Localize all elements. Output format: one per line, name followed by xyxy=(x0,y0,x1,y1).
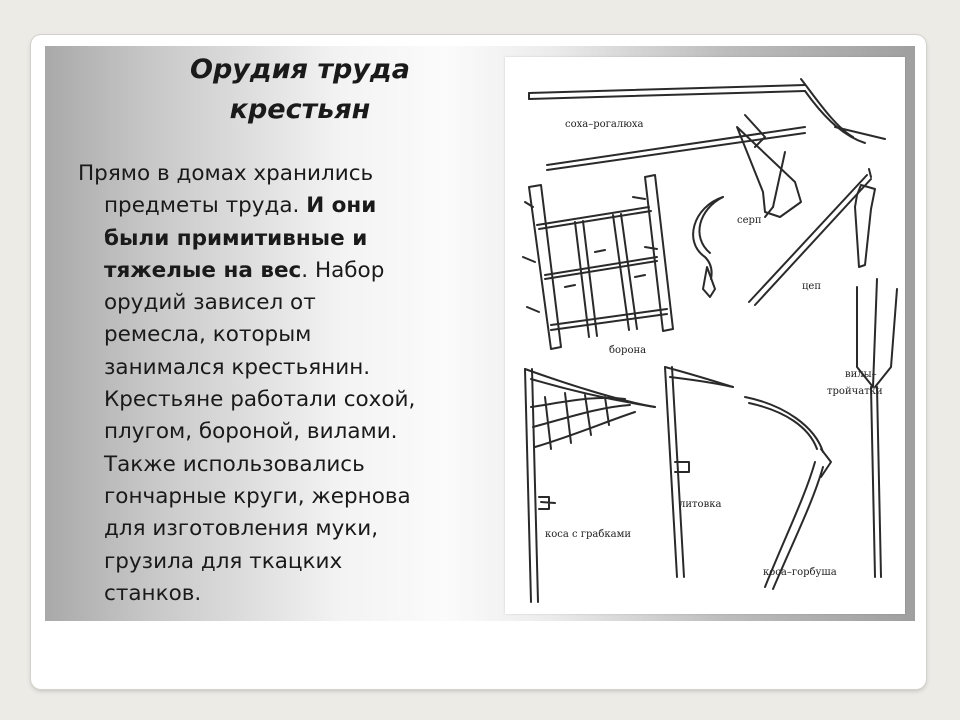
paragraph-line: станков. xyxy=(104,580,202,606)
label-pitchfork-1: вилы– xyxy=(845,369,877,380)
plough-drawing xyxy=(529,79,885,217)
paragraph-line: плугом, бороной, вилами. xyxy=(104,419,398,445)
page-title xyxy=(150,50,450,130)
paragraph-line xyxy=(78,190,498,222)
paragraph-line: для изготовления муки, xyxy=(104,516,379,542)
label-gorbusha: коса–горбуша xyxy=(763,567,837,578)
label-sickle: серп xyxy=(737,215,762,226)
label-scythe-rake: коса с грабками xyxy=(545,529,632,540)
body-paragraph xyxy=(78,158,498,610)
label-flail: цеп xyxy=(802,281,822,292)
paragraph-line: орудий зависел от xyxy=(104,290,316,316)
paragraph-line: занимался крестьянин. xyxy=(104,354,371,380)
gorbusha-drawing xyxy=(745,397,831,589)
label-plough: соха–рогалюха xyxy=(565,119,644,130)
paragraph-line: гончарные круги, жернова xyxy=(104,483,411,509)
title-line-1: Орудия труда xyxy=(190,54,410,85)
tools-illustration xyxy=(505,57,905,614)
paragraph-line: Прямо в домах хранились xyxy=(78,161,374,186)
paragraph-line: Также использовались xyxy=(104,451,365,477)
harrow-drawing xyxy=(523,175,673,349)
paragraph-bold-text: И они xyxy=(306,193,377,219)
litovka-drawing xyxy=(665,367,733,577)
scythe-rake-drawing xyxy=(525,369,655,602)
label-pitchfork-2: тройчатки xyxy=(827,386,883,397)
paragraph-line xyxy=(78,255,498,287)
paragraph-line: грузила для ткацких xyxy=(104,548,343,574)
paragraph-line: Крестьяне работали сохой, xyxy=(104,387,416,413)
label-litovka: литовка xyxy=(679,499,722,510)
title-line-2: крестьян xyxy=(229,94,371,125)
label-harrow: борона xyxy=(609,345,647,356)
paragraph-bold-text: тяжелые на вес xyxy=(104,257,302,283)
paragraph-text: предметы труда. xyxy=(104,193,307,219)
paragraph-text: . Набор xyxy=(301,257,385,283)
pitchfork-drawing xyxy=(857,279,897,577)
paragraph-line: ремесла, которым xyxy=(104,322,312,348)
paragraph-bold-line: были примитивные и xyxy=(104,225,368,251)
sickle-drawing xyxy=(693,197,723,297)
